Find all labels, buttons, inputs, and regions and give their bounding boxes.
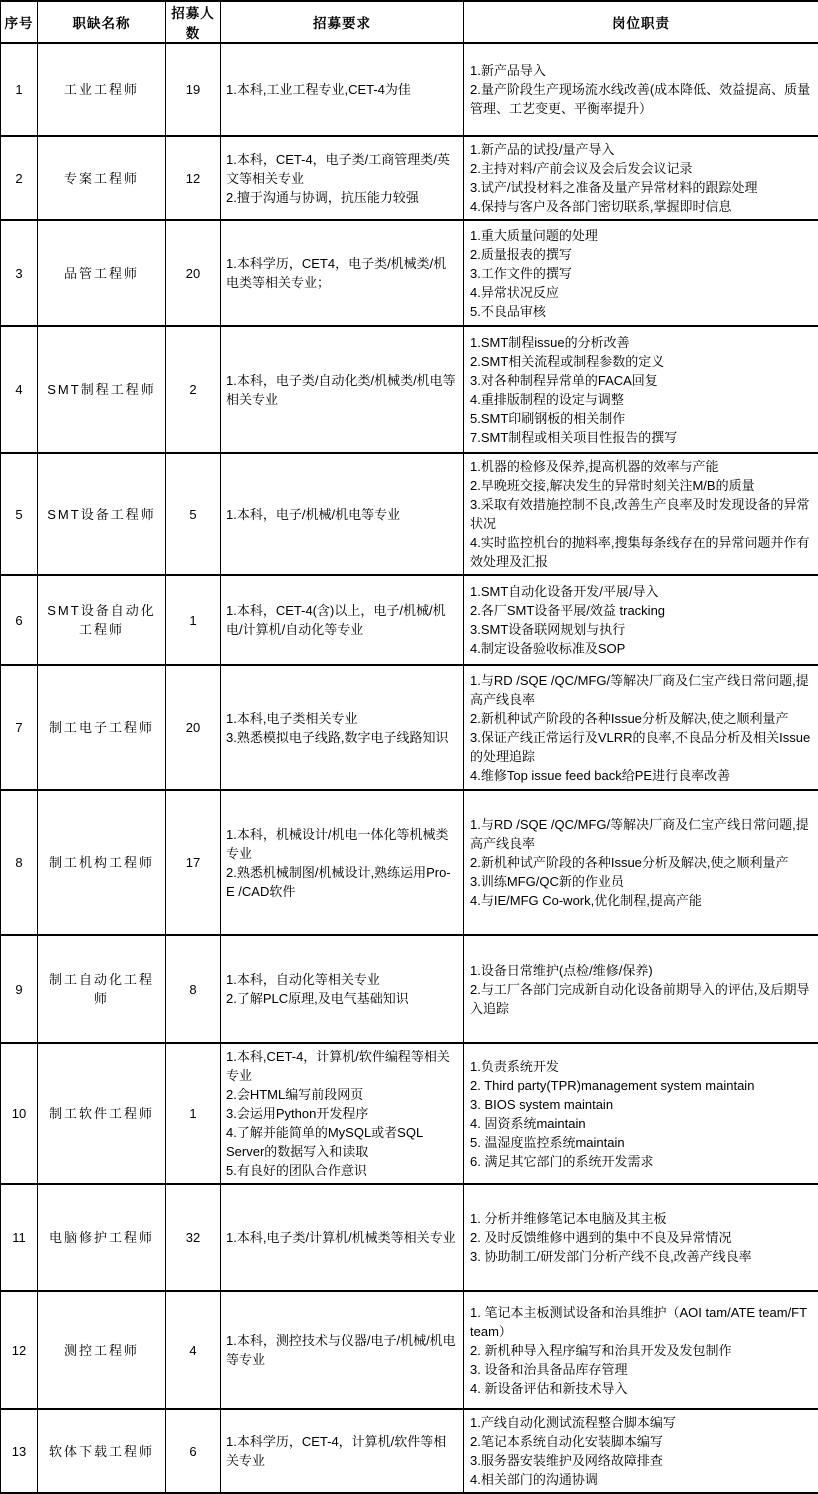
responsibility-line: 5.不良品审核 xyxy=(470,302,814,321)
cell-serial-number: 9 xyxy=(1,935,38,1043)
cell-job-title: 制工自动化工程师 xyxy=(38,935,166,1043)
cell-requirements xyxy=(221,575,464,665)
responsibility-line: 2. 及时反馈维修中遇到的集中不良及异常情况 xyxy=(470,1228,814,1247)
responsibility-line: 1.设备日常维护(点检/维修/保养) xyxy=(470,961,814,980)
cell-serial-number: 10 xyxy=(1,1043,38,1184)
cell-job-title: 制工软件工程师 xyxy=(38,1043,166,1184)
cell-job-title: 工业工程师 xyxy=(38,43,166,136)
responsibility-line: 2.质量报表的撰写 xyxy=(470,245,814,264)
cell-requirements xyxy=(221,665,464,790)
requirement-line: 1.本科，CET-4，电子类/工商管理类/英文等相关专业 xyxy=(226,150,459,188)
cell-recruit-count: 1 xyxy=(166,575,221,665)
cell-requirements xyxy=(221,1409,464,1493)
responsibility-line: 2. 新机种导入程序编写和治具开发及发包制作 xyxy=(470,1341,814,1360)
cell-requirements xyxy=(221,220,464,326)
responsibility-line: 1.与RD /SQE /QC/MFG/等解决厂商及仁宝产线日常问题,提高产线良率 xyxy=(470,671,814,709)
requirement-line: 1.本科,电子类相关专业 xyxy=(226,709,459,728)
responsibility-line: 4.重排版制程的设定与调整 xyxy=(470,390,814,409)
requirement-line: 1.本科学历，CET4，电子类/机械类/机电类等相关专业； xyxy=(226,254,459,292)
responsibility-line: 2. Third party(TPR)management system maintain xyxy=(470,1076,814,1095)
responsibility-line: 3.保证产线正常运行及VLRR的良率,不良品分析及相关Issue的处理追踪 xyxy=(470,728,814,766)
cell-responsibilities xyxy=(464,220,818,326)
cell-serial-number: 6 xyxy=(1,575,38,665)
responsibility-line: 3.训练MFG/QC新的作业员 xyxy=(470,872,814,891)
cell-responsibilities xyxy=(464,790,818,935)
cell-recruit-count: 12 xyxy=(166,136,221,220)
cell-job-title: SMT设备自动化工程师 xyxy=(38,575,166,665)
responsibility-line: 6. 满足其它部门的系统开发需求 xyxy=(470,1152,814,1171)
cell-serial-number: 4 xyxy=(1,326,38,453)
cell-recruit-count: 6 xyxy=(166,1409,221,1493)
header-requirements: 招募要求 xyxy=(221,1,464,43)
cell-job-title: 测控工程师 xyxy=(38,1291,166,1409)
cell-responsibilities xyxy=(464,453,818,575)
cell-responsibilities xyxy=(464,1409,818,1493)
responsibility-line: 2.SMT相关流程或制程参数的定义 xyxy=(470,352,814,371)
requirement-line: 2.了解PLC原理,及电气基础知识 xyxy=(226,989,459,1008)
table-row xyxy=(1,43,818,136)
responsibility-line: 4.相关部门的沟通协调 xyxy=(470,1470,814,1489)
responsibility-line: 2.笔记本系统自动化安装脚本编写 xyxy=(470,1432,814,1451)
table-row xyxy=(1,1291,818,1409)
responsibility-line: 1.机器的检修及保养,提高机器的效率与产能 xyxy=(470,457,814,476)
responsibility-line: 1.重大质量问题的处理 xyxy=(470,226,814,245)
table-row xyxy=(1,935,818,1043)
requirement-line: 1.本科，测控技术与仪器/电子/机械/机电等专业 xyxy=(226,1331,459,1369)
responsibility-line: 7.SMT制程或相关项目性报告的撰写 xyxy=(470,428,814,447)
requirement-line: 1.本科,电子类/计算机/机械类等相关专业 xyxy=(226,1228,459,1247)
responsibility-line: 3. 设备和治具备品库存管理 xyxy=(470,1360,814,1379)
cell-responsibilities xyxy=(464,665,818,790)
job-table-body xyxy=(1,43,818,1493)
requirement-line: 1.本科，自动化等相关专业 xyxy=(226,970,459,989)
cell-job-title: 软体下载工程师 xyxy=(38,1409,166,1493)
cell-serial-number: 1 xyxy=(1,43,38,136)
header-recruit-count: 招募人数 xyxy=(166,1,221,43)
responsibility-line: 4.维修Top issue feed back给PE进行良率改善 xyxy=(470,766,814,785)
table-row xyxy=(1,136,818,220)
responsibility-line: 2.量产阶段生产现场流水线改善(成本降低、效益提高、质量管理、工艺变更、平衡率提升） xyxy=(470,80,814,118)
cell-serial-number: 7 xyxy=(1,665,38,790)
cell-requirements xyxy=(221,790,464,935)
cell-job-title: 制工电子工程师 xyxy=(38,665,166,790)
responsibility-line: 3.工作文件的撰写 xyxy=(470,264,814,283)
responsibility-line: 1.产线自动化测试流程整合脚本编写 xyxy=(470,1413,814,1432)
responsibility-line: 1. 分析并维修笔记本电脑及其主板 xyxy=(470,1209,814,1228)
cell-recruit-count: 19 xyxy=(166,43,221,136)
requirement-line: 1.本科学历，CET-4，计算机/软件等相关专业 xyxy=(226,1432,459,1470)
cell-serial-number: 2 xyxy=(1,136,38,220)
responsibility-line: 5. 温湿度监控系统maintain xyxy=(470,1133,814,1152)
cell-job-title: 制工机构工程师 xyxy=(38,790,166,935)
responsibility-line: 3.SMT设备联网规划与执行 xyxy=(470,620,814,639)
responsibility-line: 2.各厂SMT设备平展/效益 tracking xyxy=(470,601,814,620)
responsibility-line: 3.服务器安装维护及网络故障排查 xyxy=(470,1451,814,1470)
responsibility-line: 4.实时监控机台的抛料率,搜集每条线存在的异常问题并作有效处理及汇报 xyxy=(470,533,814,571)
cell-responsibilities xyxy=(464,935,818,1043)
requirement-line: 1.本科，CET-4(含)以上，电子/机械/机电/计算机/自动化等专业 xyxy=(226,601,459,639)
responsibility-line: 1.与RD /SQE /QC/MFG/等解决厂商及仁宝产线日常问题,提高产线良率 xyxy=(470,815,814,853)
cell-responsibilities xyxy=(464,326,818,453)
responsibility-line: 4. 固资系统maintain xyxy=(470,1114,814,1133)
cell-recruit-count: 2 xyxy=(166,326,221,453)
responsibility-line: 3.采取有效措施控制不良,改善生产良率及时发现设备的异常状况 xyxy=(470,495,814,533)
cell-recruit-count: 5 xyxy=(166,453,221,575)
responsibility-line: 4.异常状况反应 xyxy=(470,283,814,302)
responsibility-line: 4.保持与客户及各部门密切联系,掌握即时信息 xyxy=(470,197,814,216)
cell-job-title: SMT设备工程师 xyxy=(38,453,166,575)
cell-recruit-count: 17 xyxy=(166,790,221,935)
requirement-line: 1.本科,工业工程专业,CET-4为佳 xyxy=(226,80,459,99)
cell-requirements xyxy=(221,1043,464,1184)
cell-responsibilities xyxy=(464,1291,818,1409)
cell-serial-number: 13 xyxy=(1,1409,38,1493)
table-row xyxy=(1,1043,818,1184)
cell-recruit-count: 4 xyxy=(166,1291,221,1409)
requirement-line: 1.本科,CET-4，计算机/软件编程等相关专业 xyxy=(226,1047,459,1085)
cell-requirements xyxy=(221,453,464,575)
requirement-line: 3.会运用Python开发程序 xyxy=(226,1104,459,1123)
table-row xyxy=(1,1184,818,1291)
header-job-title: 职缺名称 xyxy=(38,1,166,43)
header-responsibilities: 岗位职责 xyxy=(464,1,818,43)
requirement-line: 1.本科，电子类/自动化类/机械类/机电等相关专业 xyxy=(226,371,459,409)
responsibility-line: 3.对各种制程异常单的FACA回复 xyxy=(470,371,814,390)
responsibility-line: 4.制定设备验收标准及SOP xyxy=(470,639,814,658)
responsibility-line: 1.SMT自动化设备开发/平展/导入 xyxy=(470,582,814,601)
responsibility-line: 4.与IE/MFG Co-work,优化制程,提高产能 xyxy=(470,891,814,910)
cell-job-title: 专案工程师 xyxy=(38,136,166,220)
responsibility-line: 1. 笔记本主板测试设备和治具维护（AOI tam/ATE team/FT team） xyxy=(470,1303,814,1341)
table-row xyxy=(1,220,818,326)
responsibility-line: 1.负责系统开发 xyxy=(470,1057,814,1076)
responsibility-line: 2.与工厂各部门完成新自动化设备前期导入的评估,及后期导入追踪 xyxy=(470,980,814,1018)
table-row xyxy=(1,665,818,790)
responsibility-line: 3. BIOS system maintain xyxy=(470,1095,814,1114)
responsibility-line: 5.SMT印刷钢板的相关制作 xyxy=(470,409,814,428)
cell-requirements xyxy=(221,326,464,453)
cell-recruit-count: 32 xyxy=(166,1184,221,1291)
responsibility-line: 2.主持对料/产前会议及会后发会议记录 xyxy=(470,159,814,178)
cell-requirements xyxy=(221,1291,464,1409)
cell-requirements xyxy=(221,1184,464,1291)
responsibility-line: 2.新机种试产阶段的各种Issue分析及解决,使之顺利量产 xyxy=(470,853,814,872)
requirement-line: 1.本科，电子/机械/机电等专业 xyxy=(226,505,459,524)
header-row xyxy=(1,1,818,43)
cell-recruit-count: 20 xyxy=(166,220,221,326)
requirement-line: 5.有良好的团队合作意识 xyxy=(226,1161,459,1180)
cell-responsibilities xyxy=(464,43,818,136)
cell-responsibilities xyxy=(464,575,818,665)
table-row xyxy=(1,453,818,575)
cell-recruit-count: 20 xyxy=(166,665,221,790)
cell-job-title: 电脑修护工程师 xyxy=(38,1184,166,1291)
requirement-line: 4.了解并能简单的MySQL或者SQL Server的数据写入和读取 xyxy=(226,1123,459,1161)
responsibility-line: 2.新机种试产阶段的各种Issue分析及解决,使之顺利量产 xyxy=(470,709,814,728)
table-row xyxy=(1,790,818,935)
cell-serial-number: 12 xyxy=(1,1291,38,1409)
cell-serial-number: 8 xyxy=(1,790,38,935)
responsibility-line: 1.新产品导入 xyxy=(470,61,814,80)
header-serial-number: 序号 xyxy=(1,1,38,43)
requirement-line: 3.熟悉模拟电子线路,数字电子线路知识 xyxy=(226,728,459,747)
cell-serial-number: 5 xyxy=(1,453,38,575)
requirement-line: 2.擅于沟通与协调，抗压能力较强 xyxy=(226,188,459,207)
cell-requirements xyxy=(221,136,464,220)
table-row xyxy=(1,326,818,453)
table-row xyxy=(1,1409,818,1493)
cell-requirements xyxy=(221,935,464,1043)
responsibility-line: 4. 新设备评估和新技术导入 xyxy=(470,1379,814,1398)
cell-responsibilities xyxy=(464,1184,818,1291)
cell-requirements xyxy=(221,43,464,136)
requirement-line: 2.熟悉机械制图/机械设计,熟练运用Pro-E /CAD软件 xyxy=(226,863,459,901)
cell-responsibilities xyxy=(464,136,818,220)
cell-recruit-count: 8 xyxy=(166,935,221,1043)
cell-serial-number: 11 xyxy=(1,1184,38,1291)
responsibility-line: 3. 协助制工/研发部门分析产线不良,改善产线良率 xyxy=(470,1247,814,1266)
responsibility-line: 1.新产品的试投/量产导入 xyxy=(470,140,814,159)
responsibility-line: 2.早晚班交接,解决发生的异常时刻关注M/B的质量 xyxy=(470,476,814,495)
cell-responsibilities xyxy=(464,1043,818,1184)
cell-serial-number: 3 xyxy=(1,220,38,326)
requirement-line: 2.会HTML编写前段网页 xyxy=(226,1085,459,1104)
cell-job-title: SMT制程工程师 xyxy=(38,326,166,453)
cell-recruit-count: 1 xyxy=(166,1043,221,1184)
responsibility-line: 1.SMT制程issue的分析改善 xyxy=(470,333,814,352)
requirement-line: 1.本科，机械设计/机电一体化等机械类专业 xyxy=(226,825,459,863)
cell-job-title: 品管工程师 xyxy=(38,220,166,326)
responsibility-line: 3.试产/试投材料之准备及量产异常材料的跟踪处理 xyxy=(470,178,814,197)
table-row xyxy=(1,575,818,665)
